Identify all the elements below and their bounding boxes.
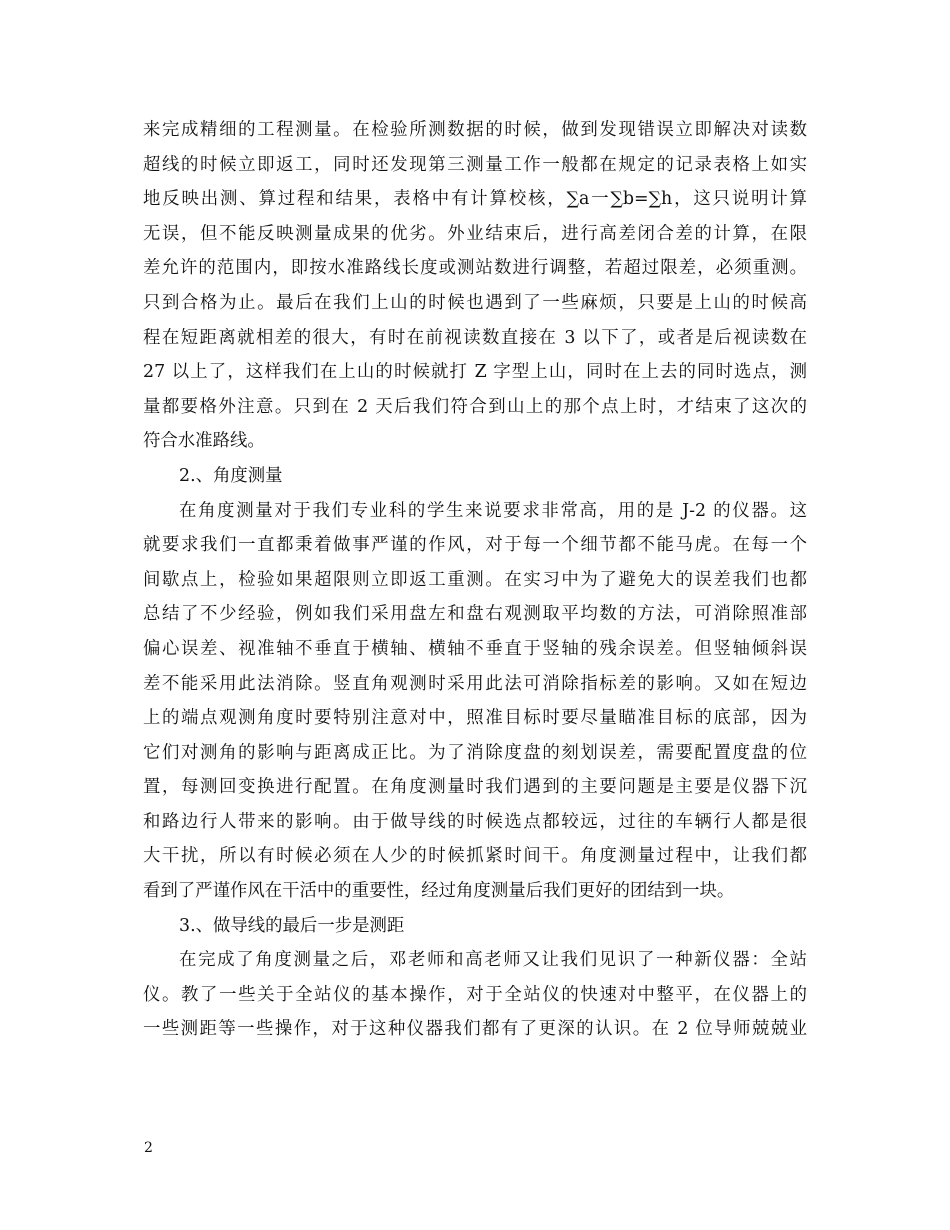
text-line: 差允许的范围内，即按水准路线长度或测站数进行调整，若超过限差，必须重测。 [143, 258, 807, 279]
text-line: 置，每测回变换进行配置。在角度测量时我们遇到的主要问题是主要是仪器下沉 [143, 777, 807, 798]
text-line: 在完成了角度测量之后，邓老师和高老师又让我们见识了一种新仪器：全站 [179, 950, 807, 971]
text-line: 总结了不少经验，例如我们采用盘左和盘右观测取平均数的方法，可消除照准部 [143, 604, 807, 625]
text-line: 符合水准路线。 [143, 431, 265, 452]
text-line: 大干扰，所以有时候必须在人少的时候抓紧时间干。角度测量过程中，让我们都 [143, 846, 807, 867]
text-line: 来完成精细的工程测量。在检验所测数据的时候，做到发现错误立即解决对读数 [143, 120, 807, 140]
text-line: 程在短距离就相差的很大，有时在前视读数直接在 3 以下了，或者是后视读数在 [143, 327, 807, 348]
text-line: 仪。教了一些关于全站仪的基本操作，对于全站仪的快速对中整平，在仪器上的 [143, 984, 807, 1005]
text-line: 和路边行人带来的影响。由于做导线的时候选点都较远，过往的车辆行人都是很 [143, 811, 807, 832]
section-heading: 3.、做导线的最后一步是测距 [179, 915, 405, 936]
text-line: 差不能采用此法消除。竖直角观测时采用此法可消除指标差的影响。又如在短边 [143, 673, 807, 694]
text-line: 27 以上了，这样我们在上山的时候就打 Z 字型上山，同时在上去的同时选点，测 [143, 362, 807, 383]
text-line: 一些测距等一些操作，对于这种仪器我们都有了更深的认识。在 2 位导师兢兢业 [143, 1019, 807, 1040]
text-line: 只到合格为止。最后在我们上山的时候也遇到了一些麻烦，只要是上山的时候高 [143, 292, 807, 313]
page-body [143, 113, 807, 1047]
text-line: 超线的时候立即返工，同时还发现第三测量工作一般都在规定的记录表格上如实 [143, 154, 807, 175]
section-heading: 2.、角度测量 [179, 465, 283, 486]
text-line: 无误，但不能反映测量成果的优劣。外业结束后，进行高差闭合差的计算，在限 [143, 223, 807, 244]
text-line: 偏心误差、视准轴不垂直于横轴、横轴不垂直于竖轴的残余误差。但竖轴倾斜误 [143, 638, 807, 659]
text-line: 看到了严谨作风在干活中的重要性，经过角度测量后我们更好的团结到一块。 [143, 881, 735, 902]
text-line: 量都要格外注意。只到在 2 天后我们符合到山上的那个点上时，才结束了这次的 [143, 396, 807, 417]
text-line: 在角度测量对于我们专业科的学生来说要求非常高，用的是 J-2 的仪器。这 [179, 500, 807, 521]
page-number: 2 [144, 1140, 153, 1156]
text-line: 上的端点观测角度时要特别注意对中，照准目标时要尽量瞄准目标的底部，因为 [143, 708, 807, 729]
text-line: 间歇点上，检验如果超限则立即返工重测。在实习中为了避免大的误差我们也都 [143, 569, 807, 590]
text-line: 就要求我们一直都秉着做事严谨的作风，对于每一个细节都不能马虎。在每一个 [143, 535, 807, 556]
text-line: 地反映出测、算过程和结果，表格中有计算校核，∑a一∑b=∑h，这只说明计算 [143, 189, 807, 210]
text-line: 它们对测角的影响与距离成正比。为了消除度盘的刻划误差，需要配置度盘的位 [143, 742, 807, 763]
